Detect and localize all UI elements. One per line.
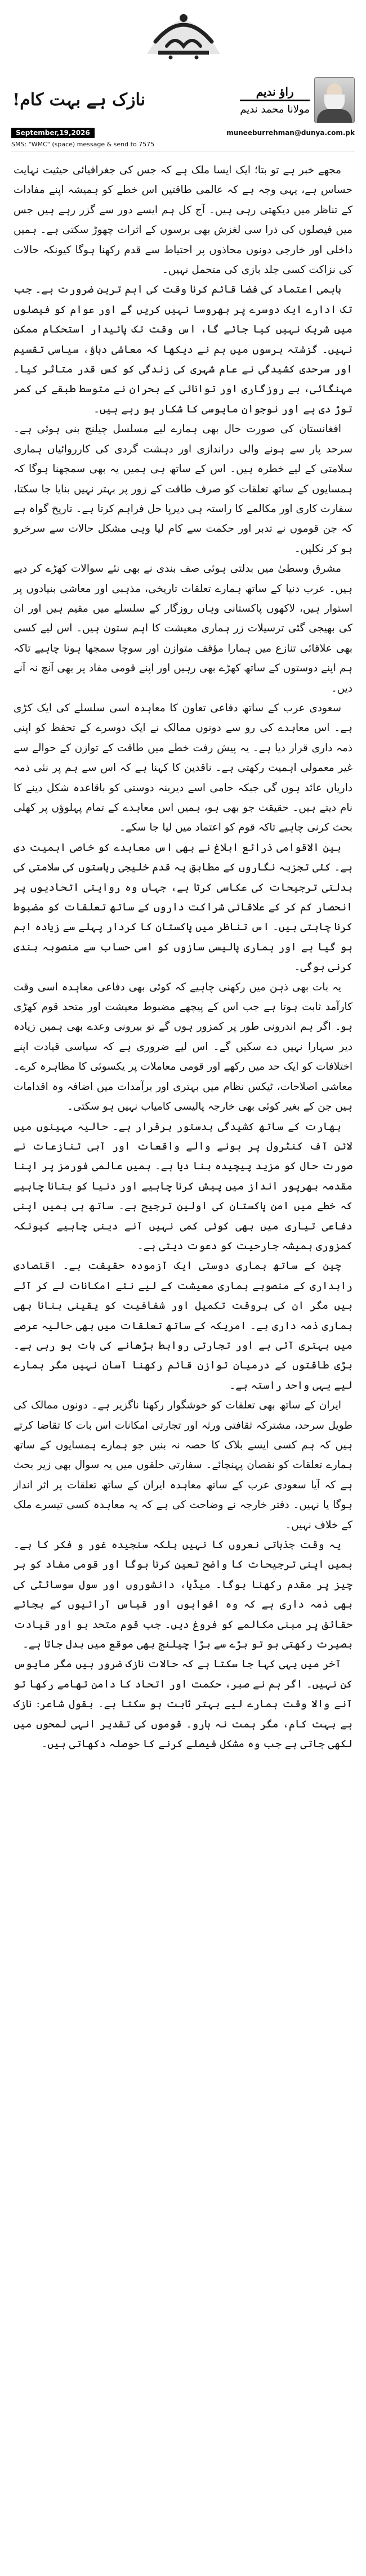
article-paragraph: آخر میں یہی کہا جا سکتا ہے کہ حالات نازک ضرور ہیں مگر مایوس کن نہیں۔ اگر ہم نے صبر، حکمت اور اتحاد کا دامن تھامے رکھا تو آنے والا وقت ہمارے لیے بہتر ثابت ہو سکتا ہے۔ بقول شاعر: نازک ہے بہت کام، مگر ہمت نہ ہارو۔ قوموں کی تقدیر انہی لمحوں میں لکھی جاتی ہے جب وہ مشکل فیصلے کرنے کا حوصلہ دکھاتی ہیں۔: [14, 1658, 352, 1751]
article-paragraph: بھارت کے ساتھ کشیدگی بدستور برقرار ہے۔ حالیہ مہینوں میں لائن آف کنٹرول پر ہونے والے واقعات اور آبی تنازعات نے صورت حال کو مزید پیچیدہ بنا دیا ہے۔ ہمیں عالمی فورمز پر اپنا مقدمہ بھرپور انداز میں پیش کرنا چاہیے اور دنیا کو بتانا چاہیے کہ خطے میں امن پاکستان کی اولین ترجیح ہے۔ ساتھ ہی ہمیں اپنی دفاعی تیاری میں بھی کوئی کمی نہیں آنے دینی چاہیے کیونکہ کمزوری ہمیشہ جارحیت کو دعوت دیتی ہے۔: [14, 1120, 352, 1252]
masthead: [0, 0, 366, 146]
column-header: [11, 76, 355, 124]
column-title-block: [11, 90, 146, 110]
article-paragraph: چین کے ساتھ ہماری دوستی ایک آزمودہ حقیقت ہے۔ اقتصادی راہداری کے منصوبے ہماری معیشت کے لیے نئے امکانات لے کر آئے ہیں مگر ان کی بروقت تکمیل اور شفافیت کو یقینی بنانا بھی ہماری ذمہ داری ہے۔ امریکہ کے ساتھ تعلقات میں بھی حالیہ عرصے میں بہتری آئی ہے اور تجارتی روابط بڑھانے کی بات ہو رہی ہے۔ بڑی طاقتوں کے درمیان توازن قائم رکھنا آسان نہیں مگر ہمارے لیے یہی واحد راستہ ہے۔: [14, 1260, 352, 1392]
publish-date: September,19,2026: [11, 128, 95, 138]
author-avatar: [314, 77, 355, 123]
author-email[interactable]: muneeburrehman@dunya.com.pk: [226, 129, 355, 137]
column-label: راؤ ندیم: [240, 85, 310, 101]
meta-row: [11, 127, 355, 139]
sms-note: SMS: "WMC" (space) message & send to 7575: [11, 141, 355, 151]
article-paragraph: مشرق وسطیٰ میں بدلتی ہوئی صف بندی نے بھی نئے سوالات کھڑے کر دیے ہیں۔ عرب دنیا کے ساتھ ہمارے تعلقات تاریخی، مذہبی اور معاشی بنیادوں پر استوار ہیں، لاکھوں پاکستانی وہاں روزگار کے سلسلے میں مقیم ہیں اور ان کی بھیجی گئی ترسیلات زر ہماری معیشت کا اہم ستون ہیں۔ اس لیے کسی بھی علاقائی تنازع میں ہمارا مؤقف متوازن اور سوچا سمجھا ہونا چاہیے تاکہ ہم اپنے دوستوں کے ساتھ کھڑے بھی رہیں اور اپنے قومی مفاد پر بھی آنچ نہ آنے دیں۔: [14, 563, 352, 694]
article-paragraph: بین الاقوامی ذرائع ابلاغ نے بھی اس معاہدے کو خاصی اہمیت دی ہے۔ کئی تجزیہ نگاروں کے مطابق یہ قدم خلیجی ریاستوں کی سلامتی کی بدلتی ترجیحات کی عکاسی کرتا ہے، جہاں وہ روایتی اتحادیوں پر انحصار کم کر کے علاقائی شراکت داروں کے ساتھ تعلقات کو مضبوط کرنا چاہتی ہیں۔ اس تناظر میں پاکستان کا کردار پہلے سے زیادہ اہم ہو گیا ہے اور ہماری پالیسی سازوں کو اسی حساب سے منصوبہ بندی کرنی ہوگی۔: [14, 841, 352, 973]
article-paragraph: افغانستان کی صورت حال بھی ہمارے لیے مسلسل چیلنج بنی ہوئی ہے۔ سرحد پار سے ہونے والی دراندازی اور دہشت گردی کی کارروائیاں ہماری سلامتی کے لیے خطرہ ہیں۔ اس کے ساتھ ہی ہمیں یہ بھی سمجھنا ہوگا کہ ہمسایوں کے ساتھ تعلقات کو صرف طاقت کے زور پر بہتر نہیں بنایا جا سکتا، سفارت کاری اور مکالمے کا راستہ ہی دیرپا حل فراہم کرتا ہے۔ تاریخ گواہ ہے کہ جن قوموں نے تدبر اور حکمت سے کام لیا وہی مشکل حالات سے سرخرو ہو کر نکلیں۔: [14, 423, 352, 555]
article-paragraph: یہ وقت جذباتی نعروں کا نہیں بلکہ سنجیدہ غور و فکر کا ہے۔ ہمیں اپنی ترجیحات کا واضح تعین کرنا ہوگا اور قومی مفاد کو ہر چیز پر مقدم رکھنا ہوگا۔ میڈیا، دانشوروں اور سول سوسائٹی کی بھی ذمہ داری ہے کہ وہ افواہوں اور قیاس آرائیوں کے بجائے حقائق پر مبنی مکالمے کو فروغ دیں۔ جب قوم متحد ہو اور قیادت بصیرت رکھتی ہو تو بڑے سے بڑا چیلنج بھی موقع میں بدل جاتا ہے۔: [14, 1539, 352, 1651]
author-name: مولانا محمد ندیم: [240, 103, 310, 115]
column-title: نازک ہے بہت کام!: [12, 90, 145, 110]
author-name-box: [240, 85, 310, 115]
article-paragraph: یہ بات بھی ذہن میں رکھنی چاہیے کہ کوئی بھی دفاعی معاہدہ اسی وقت کارآمد ثابت ہوتا ہے جب اس کے پیچھے مضبوط معیشت اور متحد قوم کھڑی ہو۔ اگر ہم اندرونی طور پر کمزور ہوں گے تو بیرونی وعدے بھی ہمیں زیادہ دیر سہارا نہیں دے سکیں گے۔ اس لیے ضروری ہے کہ سیاسی قیادت اپنے اختلافات کو ایک حد میں رکھے اور قومی معاملات پر یکسوئی کا مظاہرہ کرے۔ معاشی اصلاحات، ٹیکس نظام میں بہتری اور برآمدات میں اضافہ وہ اقدامات ہیں جن کے بغیر کوئی بھی خارجہ پالیسی کامیاب نہیں ہو سکتی۔: [14, 981, 352, 1113]
logo-emblem-icon: [136, 2, 231, 64]
newspaper-logo: [136, 2, 231, 64]
article-paragraph: ایران کے ساتھ بھی تعلقات کو خوشگوار رکھنا ناگزیر ہے۔ دونوں ممالک کی طویل سرحد، مشترکہ ثقافتی ورثہ اور تجارتی امکانات اس بات کا تقاضا کرتے ہیں کہ ہم کسی ایسے بلاک کا حصہ نہ بنیں جو ہمارے ہمسایوں کے ساتھ ہمارے تعلقات کو نقصان پہنچائے۔ سفارتی حلقوں میں یہ سوال بھی زیر بحث ہے کہ آیا سعودی عرب کے ساتھ معاہدہ ایران کے ساتھ تعلقات پر اثر انداز ہوگا یا نہیں۔ دفتر خارجہ نے وضاحت کی ہے کہ یہ معاہدہ کسی تیسرے ملک کے خلاف نہیں۔: [14, 1399, 352, 1531]
article-body: [14, 160, 352, 1754]
article-paragraph: سعودی عرب کے ساتھ دفاعی تعاون کا معاہدہ اسی سلسلے کی ایک کڑی ہے۔ اس معاہدے کی رو سے دونوں ممالک نے ایک دوسرے کے تحفظ کو اپنی ذمہ داری قرار دیا ہے۔ یہ پیش رفت خطے میں طاقت کے توازن کے حوالے سے غیر معمولی اہمیت رکھتی ہے۔ ناقدین کا کہنا ہے کہ اس سے ہم پر نئی ذمہ داریاں عائد ہوں گی جبکہ حامی اسے دیرینہ دوستی کو باقاعدہ شکل دینے کا نام دیتے ہیں۔ حقیقت جو بھی ہو، ہمیں اس معاہدے کے تمام پہلوؤں پر کھلی بحث کرنی چاہیے تاکہ قوم کو اعتماد میں لیا جا سکے۔: [14, 702, 352, 834]
article-paragraph: باہمی اعتماد کی فضا قائم کرنا وقت کی اہم ترین ضرورت ہے۔ جب تک ادارے ایک دوسرے پر بھروسا نہیں کریں گے اور عوام کو فیصلوں میں شریک نہیں کیا جائے گا، اس وقت تک پائیدار استحکام ممکن نہیں۔ گزشتہ برسوں میں ہم نے دیکھا کہ معاشی دباؤ، سیاسی تقسیم اور سرحدی کشیدگی نے عام شہری کی زندگی کو کس قدر متاثر کیا۔ مہنگائی، بے روزگاری اور توانائی کے بحران نے متوسط طبقے کی کمر توڑ دی ہے اور نوجوان مایوسی کا شکار ہو رہے ہیں۔: [14, 284, 352, 415]
author-block: [240, 77, 355, 123]
article-paragraph: مجھے خبر ہے تو بتا؛ ایک ایسا ملک ہے کہ جس کی جغرافیائی حیثیت نہایت حساس ہے، یہی وجہ ہے کہ عالمی طاقتیں اس خطے کو ہمیشہ اپنے مفادات کے تناظر میں دیکھتی رہی ہیں۔ آج کل ہم ایسے دور سے گزر رہے ہیں جس میں فیصلوں کی ذرا سی لغزش بھی برسوں کے اثرات چھوڑ سکتی ہے۔ ہمیں داخلی اور خارجی دونوں محاذوں پر احتیاط سے قدم رکھنا ہوگا کیونکہ حالات کی نزاکت کسی جلد بازی کی متحمل نہیں۔: [14, 164, 352, 276]
